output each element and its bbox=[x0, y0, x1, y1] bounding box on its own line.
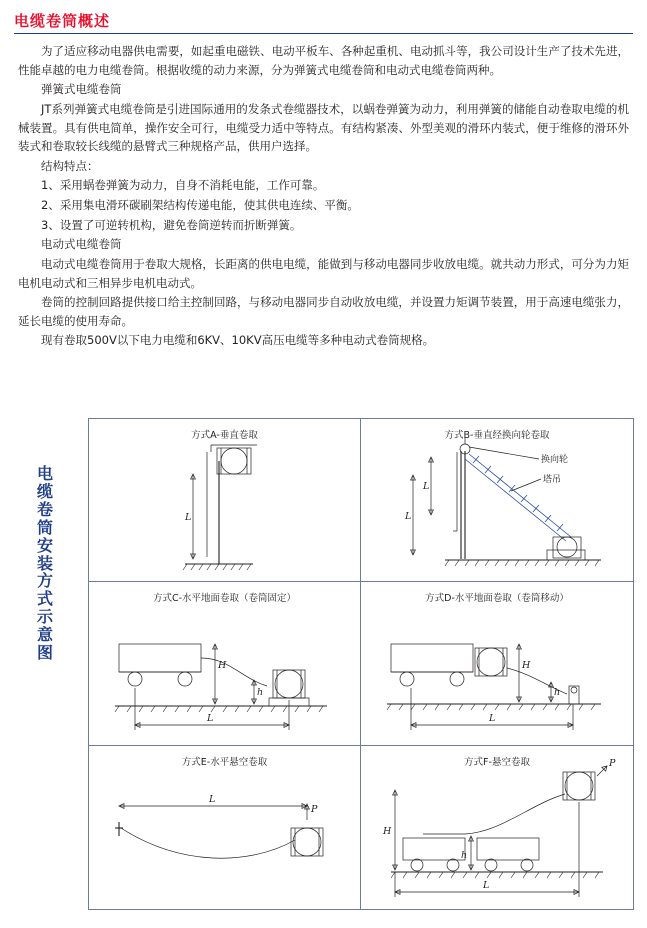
figure-cell-f-drawing bbox=[361, 746, 633, 909]
part-label-P: P bbox=[609, 757, 616, 769]
page-title-block bbox=[0, 0, 647, 34]
paragraph: 结构特点： bbox=[41, 158, 99, 173]
figure-cell-c-drawing bbox=[89, 582, 361, 745]
part-label-P: P bbox=[311, 803, 318, 815]
dimension-label-h: h bbox=[461, 849, 468, 861]
figure-cell-f bbox=[361, 746, 633, 909]
figure-cell-d-caption: 方式D-水平地面卷取（卷筒移动） bbox=[425, 593, 569, 605]
figure-cell-a-caption: 方式A-垂直卷取 bbox=[191, 430, 258, 441]
dimension-label-L: L bbox=[489, 713, 496, 725]
paragraph: 1、采用蜗卷弹簧为动力，自身不消耗电能，工作可靠。 bbox=[41, 178, 325, 193]
figure-cell-c-caption: 方式C-水平地面卷取（卷筒固定） bbox=[152, 593, 297, 605]
part-label-diverter-wheel: 换向轮 bbox=[541, 455, 569, 465]
page-title: 电缆卷筒概述 bbox=[14, 12, 111, 30]
figure-cell-f-caption: 方式F-悬空卷取 bbox=[464, 756, 530, 768]
paragraph: 现有卷取500V以下电力电缆和6KV、10KV高压电缆等多种电动式卷筒规格。 bbox=[41, 333, 435, 348]
figure-diagram bbox=[14, 418, 634, 913]
body-text bbox=[18, 34, 629, 350]
paragraph: 3、设置了可逆转机构，避免卷筒逆转而折断弹簧。 bbox=[41, 217, 302, 232]
dimension-label-L: L bbox=[185, 512, 192, 523]
dimension-label-H: H bbox=[522, 660, 531, 672]
dimension-label-L: L bbox=[209, 793, 216, 805]
figure-cell-a bbox=[89, 419, 361, 582]
figure-grid bbox=[88, 418, 634, 910]
paragraph: 电动式电缆卷筒 bbox=[41, 237, 122, 252]
dimension-label-h: h bbox=[554, 687, 561, 699]
figure-cell-e bbox=[89, 746, 361, 909]
figure-cell-a-drawing bbox=[89, 419, 361, 582]
paragraph: 2、采用集电滑环碳刷架结构传递电能，使其供电连续、平衡。 bbox=[41, 198, 359, 212]
dimension-label-L: L bbox=[207, 713, 214, 725]
dimension-label-H: H bbox=[383, 825, 392, 837]
paragraph: 为了适应移动电器供电需要，如起重电磁铁、电动平板车、各种起重机、电动抓斗等，我公司设计生产了技术先进，性能卓越的电力电缆卷筒。根据收缆的动力来源，分为弹簧式电缆卷筒和电动式电缆卷筒两种。 bbox=[18, 44, 629, 77]
figure-cell-d bbox=[361, 582, 633, 745]
paragraph: 卷筒的控制回路提供接口给主控制回路，与移动电器同步自动收放电缆，并设置力矩调节装置，用于高速电缆张力，延长电缆的使用寿命。 bbox=[18, 295, 629, 328]
paragraph: 电动式电缆卷筒用于卷取大规格，长距离的供电电缆，能做到与移动电器同步收放电缆。就共动力形式，可分为力矩电机电动式和三相异步电机电动式。 bbox=[18, 256, 629, 290]
paragraph: JT系列弹簧式电缆卷筒是引进国际通用的发条式卷缆器技术，以蜗卷弹簧为动力，利用弹簧的储能自动卷取电缆的机械装置。具有供电简单，操作安全可行，电缆受力适中等特点。有结构紧凑、外型美观的滑环内装式，便于维修的滑环外装式和卷取较长线缆的悬臂式三种规格产品，供用户选择。 bbox=[18, 101, 629, 154]
dimension-label-L: L bbox=[423, 481, 430, 492]
dimension-label-H: H bbox=[218, 660, 227, 672]
dimension-label-h: h bbox=[257, 687, 264, 699]
dimension-label-L: L bbox=[405, 511, 412, 522]
dimension-label-L: L bbox=[483, 879, 490, 891]
figure-cell-e-caption: 方式E-水平悬空卷取 bbox=[181, 756, 268, 768]
figure-cell-b-caption: 方式B-垂直经换向轮卷取 bbox=[444, 430, 550, 441]
paragraph: 弹簧式电缆卷筒 bbox=[41, 82, 122, 97]
figure-cell-c bbox=[89, 582, 361, 745]
figure-cell-b bbox=[361, 419, 633, 582]
figure-side-label: 电 缆 卷 筒 安 装 方 式 示 意 图 bbox=[36, 464, 53, 663]
figure-cell-b-drawing bbox=[361, 419, 633, 582]
part-label-tower-crane: 塔吊 bbox=[543, 475, 562, 485]
figure-cell-e-drawing bbox=[89, 746, 361, 909]
figure-cell-d-drawing bbox=[361, 582, 633, 745]
